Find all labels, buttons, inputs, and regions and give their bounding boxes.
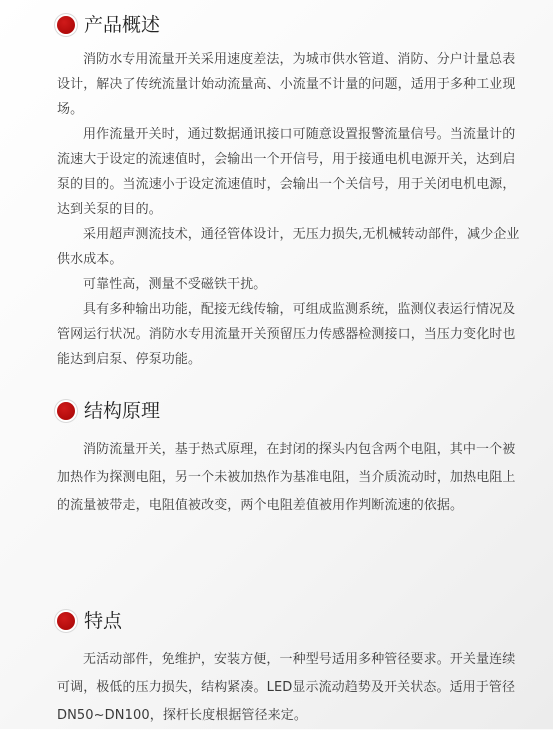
- section-body: [0, 426, 553, 520]
- section-structure-principle: [0, 396, 553, 520]
- section-body: [0, 636, 553, 730]
- red-bullet-icon: [57, 402, 75, 420]
- section-features: [0, 606, 553, 730]
- red-bullet-icon: [57, 612, 75, 630]
- section-title: 特点: [84, 610, 123, 632]
- paragraph: 消防水专用流量开关采用速度差法，为城市供水管道、消防、分户计量总表设计，解决了传统流量计始动流量高、小流量不计量的问题，适用于多种工业现场。: [57, 52, 516, 117]
- paragraph: 采用超声测流技术，通径管体设计，无压力损失,无机械转动部件，减少企业供水成本。: [57, 227, 520, 267]
- section-heading: [0, 396, 553, 426]
- paragraph: 用作流量开关时，通过数据通讯接口可随意设置报警流量信号。当流量计的流速大于设定的流速值时，会输出一个开信号，用于接通电机电源开关，达到启泵的目的。当流速小于设定流速值时，会输出一个关信号，用于关闭电机电源，达到关泵的目的。: [57, 127, 516, 217]
- section-body: [0, 40, 553, 372]
- section-product-overview: [0, 10, 553, 372]
- paragraph: 可靠性高，测量不受磁铁干扰。: [83, 277, 267, 292]
- paragraph: 消防流量开关，基于热式原理，在封闭的探头内包含两个电阻，其中一个被加热作为探测电阻，另一个未被加热作为基准电阻，当介质流动时，加热电阻上的流量被带走，电阻值被改变，两个电阻差值被用作判断流速的依据。: [57, 442, 516, 513]
- section-title: 结构原理: [84, 400, 161, 422]
- section-heading: [0, 10, 553, 40]
- section-heading: [0, 606, 553, 636]
- red-bullet-icon: [57, 16, 75, 34]
- paragraph: 具有多种输出功能，配接无线传输，可组成监测系统，监测仪表运行情况及管网运行状况。消防水专用流量开关预留压力传感器检测接口，当压力变化时也能达到启泵、停泵功能。: [57, 302, 516, 367]
- paragraph: 无活动部件，免维护，安装方便，一种型号适用多种管径要求。开关量连续可调，极低的压力损失，结构紧凑。LED显示流动趋势及开关状态。适用于管径DN50~DN100，探杆长度根据管径来定。: [57, 652, 516, 723]
- section-title: 产品概述: [84, 14, 161, 36]
